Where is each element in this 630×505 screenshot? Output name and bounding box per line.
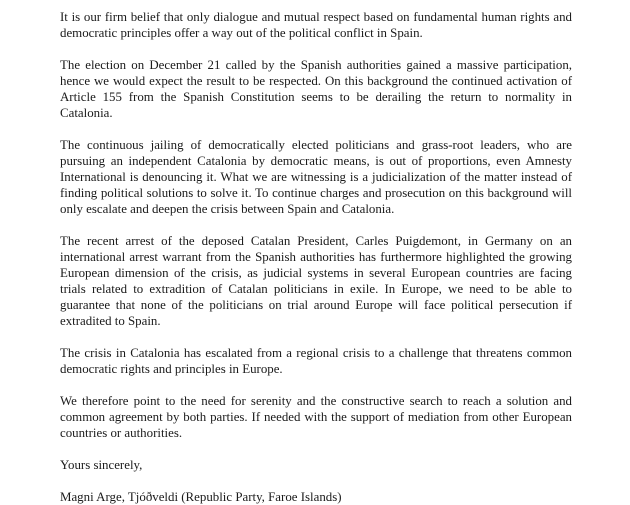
paragraph-dialogue: It is our firm belief that only dialogue and mutual respect based on fundamental human rights and democratic principles offer a way out of the political conflict in Spain. [60, 10, 572, 40]
letter-body [60, 9, 572, 505]
paragraph-election: The election on December 21 called by the Spanish authorities gained a massive participation, hence we would expect the result to be respected. On this background the continued activation of Article 155 from the Spanish Constitution seems to be derailing the return to normality in Catalonia. [60, 58, 572, 120]
closing-salutation: Yours sincerely, [60, 458, 143, 472]
paragraph-crisis: The crisis in Catalonia has escalated from a regional crisis to a challenge that threatens common democratic rights and principles in Europe. [60, 346, 572, 376]
paragraph-arrest: The recent arrest of the deposed Catalan President, Carles Puigdemont, in Germany on an international arrest warrant from the Spanish authorities has furthermore highlighted the growing European dimension of the crisis, as judicial systems in several European countries are facing trials related to extradition of Catalan politicians in exile. In Europe, we need to be able to guarantee that none of the politicians on trial around Europe will face political persecution if extradited to Spain. [60, 234, 572, 328]
paragraph-serenity: We therefore point to the need for serenity and the constructive search to reach a solution and common agreement by both parties. If needed with the support of mediation from other European countries or authorities. [60, 394, 572, 440]
paragraph-jailing: The continuous jailing of democratically elected politicians and grass-root leaders, who are pursuing an independent Catalonia by democratic means, is out of proportions, even Amnesty International is denouncing it. What we are witnessing is a judicialization of the matter instead of finding political solutions to solve it. To continue charges and prosecution on this background will only escalate and deepen the crisis between Spain and Catalonia. [60, 138, 572, 216]
signature-line: Magni Arge, Tjóðveldi (Republic Party, Faroe Islands) [60, 490, 342, 504]
